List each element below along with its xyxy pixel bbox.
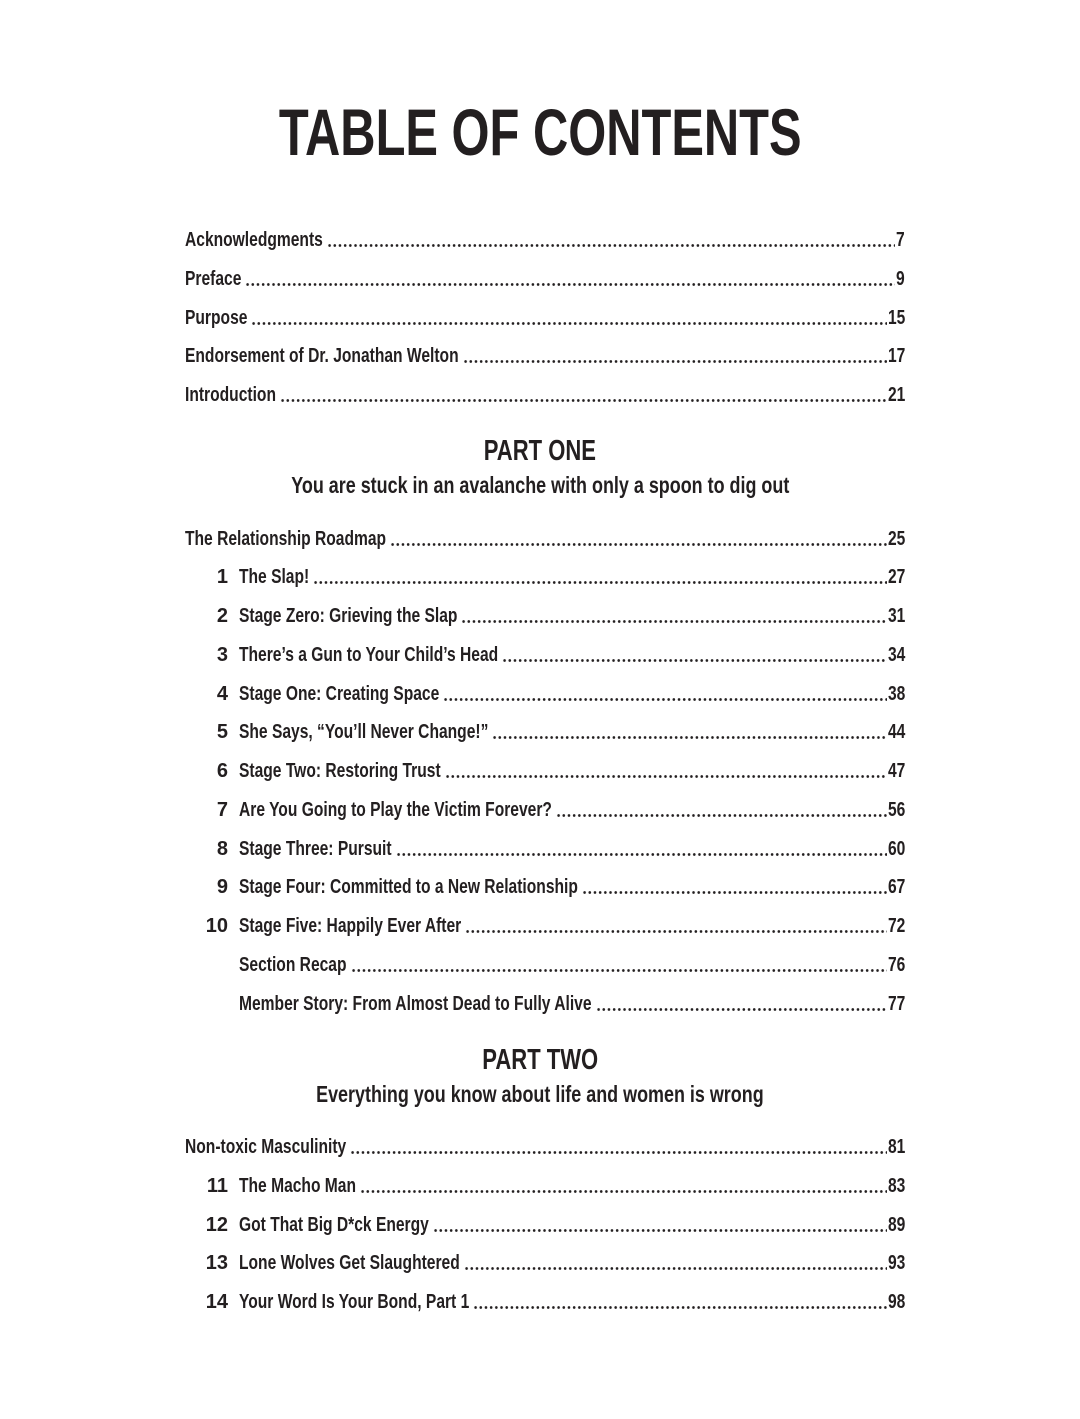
entry-label: There’s a Gun to Your Child’s Head [239, 644, 499, 666]
entry-page: 7 [896, 229, 906, 251]
entry-page: 83 [887, 1175, 906, 1197]
dot-leader [502, 643, 886, 667]
entry-page: 31 [887, 605, 906, 627]
toc-chapter-11[interactable] [185, 1174, 905, 1198]
part-two-subtitle: Everything you know about life and women is wrong [316, 1081, 764, 1107]
toc-chapter-14[interactable] [185, 1290, 905, 1314]
entry-label: Member Story: From Almost Dead to Fully Alive [239, 993, 592, 1015]
entry-label: Section Recap [239, 954, 347, 976]
dot-leader [351, 953, 887, 977]
entry-label: Your Word Is Your Bond, Part 1 [239, 1291, 470, 1313]
entry-page: 89 [887, 1214, 906, 1236]
chapter-number: 7 [216, 799, 228, 821]
entry-page: 44 [887, 721, 906, 743]
dot-leader [396, 837, 887, 861]
part-one-title: PART ONE [483, 435, 597, 467]
toc-chapter-10[interactable] [185, 914, 905, 938]
entry-label: The Macho Man [239, 1175, 357, 1197]
entry-page: 47 [887, 760, 906, 782]
chapter-number: 10 [205, 915, 228, 937]
entry-label: Stage Two: Restoring Trust [239, 760, 441, 782]
entry-label: Endorsement of Dr. Jonathan Welton [185, 345, 459, 367]
dot-leader [350, 1135, 886, 1159]
entry-label: Introduction [185, 384, 276, 406]
dot-leader [251, 306, 886, 330]
toc-entry-purpose[interactable] [185, 306, 905, 330]
toc-chapter-9[interactable] [185, 875, 905, 899]
entry-label: Stage Three: Pursuit [239, 838, 392, 860]
toc-chapter-1[interactable] [185, 565, 905, 589]
toc-entry-introduction[interactable] [185, 383, 905, 407]
part-one-subtitle: You are stuck in an avalanche with only a spoon to dig out [290, 472, 790, 498]
toc-entry-preface[interactable] [185, 267, 905, 291]
dot-leader [327, 228, 896, 252]
page-title-text: TABLE OF CONTENTS [278, 95, 802, 169]
dot-leader [492, 720, 886, 744]
dot-leader [596, 992, 887, 1016]
dot-leader [313, 565, 886, 589]
dot-leader [390, 527, 887, 551]
part-two-title: PART TWO [482, 1044, 598, 1076]
chapter-number: 1 [216, 566, 228, 588]
toc-chapter-3[interactable] [185, 643, 905, 667]
entry-page: 25 [887, 528, 906, 550]
entry-page: 34 [887, 644, 906, 666]
toc-entry-acknowledgments[interactable] [185, 228, 905, 252]
dot-leader [360, 1174, 887, 1198]
toc-chapter-6[interactable] [185, 759, 905, 783]
dot-leader [245, 267, 895, 291]
entry-page: 60 [887, 838, 906, 860]
entry-page: 56 [887, 799, 906, 821]
entry-page: 77 [887, 993, 906, 1015]
entry-label: Stage Four: Committed to a New Relationship [239, 876, 578, 898]
entry-page: 72 [887, 915, 906, 937]
toc-chapter-8[interactable] [185, 837, 905, 861]
dot-leader [433, 1213, 887, 1237]
dot-leader [465, 914, 886, 938]
entry-label: The Relationship Roadmap [185, 528, 387, 550]
entry-page: 81 [887, 1136, 906, 1158]
entry-label: Non-toxic Masculinity [185, 1136, 347, 1158]
toc-section-relationship-roadmap[interactable] [185, 527, 905, 551]
chapter-number: 14 [205, 1291, 228, 1313]
entry-page: 27 [887, 566, 906, 588]
entry-page: 38 [887, 683, 906, 705]
chapter-number: 5 [216, 721, 228, 743]
entry-page: 17 [887, 345, 906, 367]
chapter-number: 12 [205, 1214, 228, 1236]
toc-section-recap[interactable] [185, 953, 905, 977]
dot-leader [464, 1251, 887, 1275]
chapter-number: 4 [216, 683, 228, 705]
page-title [0, 92, 1080, 172]
entry-label: Stage Zero: Grieving the Slap [239, 605, 458, 627]
entry-page: 98 [887, 1291, 906, 1313]
dot-leader [280, 383, 887, 407]
entry-label: She Says, “You’ll Never Change!” [239, 721, 489, 743]
dot-leader [556, 798, 887, 822]
chapter-number: 2 [216, 605, 228, 627]
toc-chapter-4[interactable] [185, 682, 905, 706]
dot-leader [445, 759, 887, 783]
entry-label: Preface [185, 268, 242, 290]
dot-leader [473, 1290, 886, 1314]
entry-label: Are You Going to Play the Victim Forever? [239, 799, 552, 821]
entry-label: Acknowledgments [185, 229, 323, 251]
toc-chapter-5[interactable] [185, 720, 905, 744]
dot-leader [582, 875, 887, 899]
entry-page: 21 [887, 384, 906, 406]
chapter-number: 11 [206, 1175, 228, 1197]
entry-page: 76 [887, 954, 906, 976]
chapter-number: 6 [216, 760, 228, 782]
entry-label: Got That Big D*ck Energy [239, 1214, 429, 1236]
toc-entry-endorsement[interactable] [185, 344, 905, 368]
chapter-number: 9 [216, 876, 228, 898]
toc-chapter-2[interactable] [185, 604, 905, 628]
entry-label: Lone Wolves Get Slaughtered [239, 1252, 460, 1274]
entry-page: 67 [887, 876, 906, 898]
toc-chapter-13[interactable] [185, 1251, 905, 1275]
entry-page: 93 [887, 1252, 906, 1274]
toc-member-story[interactable] [185, 992, 905, 1016]
entry-label: Purpose [185, 307, 248, 329]
entry-page: 9 [896, 268, 906, 290]
entry-label: The Slap! [239, 566, 310, 588]
chapter-number: 8 [216, 838, 228, 860]
toc-chapter-7[interactable] [185, 798, 905, 822]
dot-leader [443, 682, 886, 706]
chapter-number: 3 [216, 644, 228, 666]
chapter-number: 13 [205, 1252, 228, 1274]
dot-leader [461, 604, 886, 628]
entry-label: Stage Five: Happily Ever After [239, 915, 462, 937]
entry-label: Stage One: Creating Space [239, 683, 440, 705]
dot-leader [463, 344, 887, 368]
toc-chapter-12[interactable] [185, 1213, 905, 1237]
entry-page: 15 [887, 307, 906, 329]
toc-section-non-toxic-masculinity[interactable] [185, 1135, 905, 1159]
